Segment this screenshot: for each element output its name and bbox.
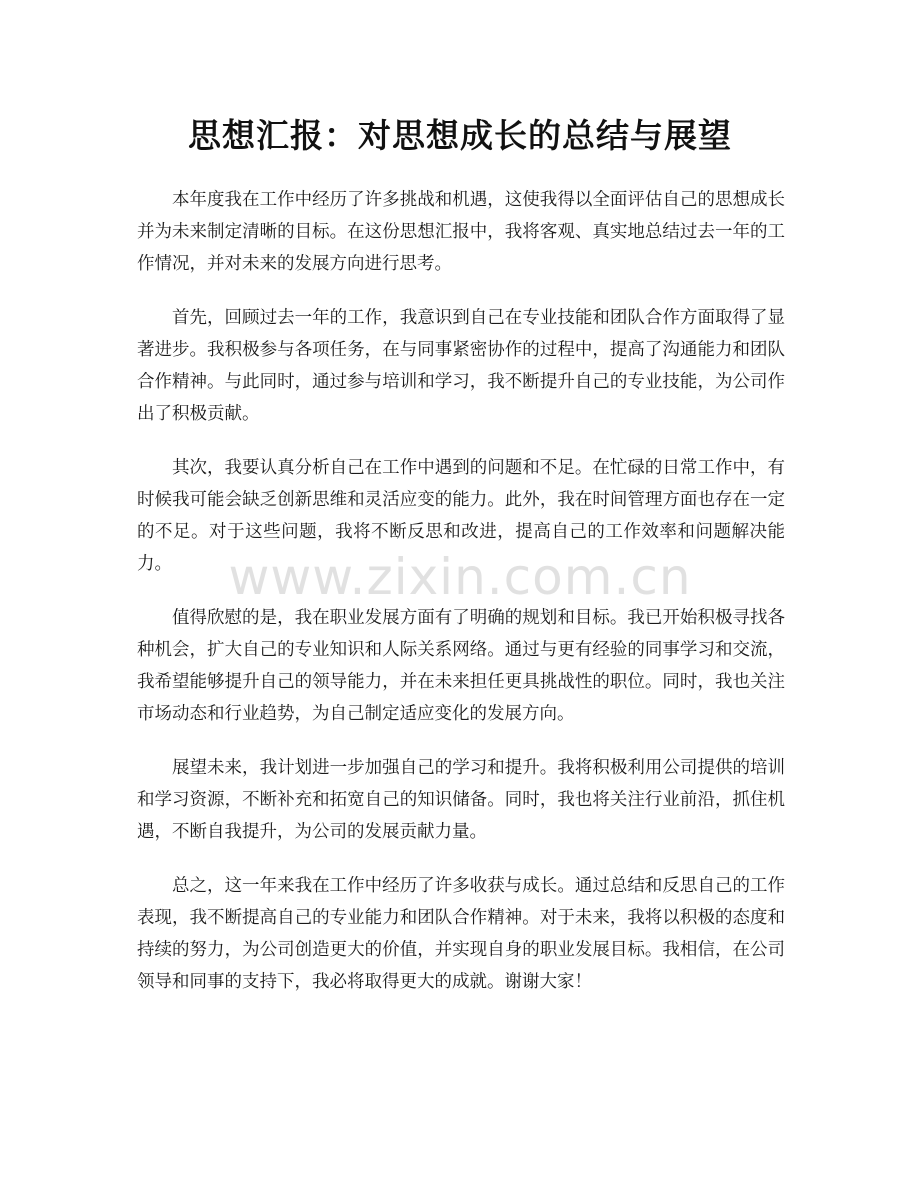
paragraph-4: 值得欣慰的是，我在职业发展方面有了明确的规划和目标。我已开始积极寻找各种机会，扩大自己的专业知识和人际关系网络。通过与更有经验的同事学习和交流，我希望能够提升自己的领导能力，并在未来担任更具挑战性的职位。同时，我也关注市场动态和行业趋势，为自己制定适应变化的发展方向。 (137, 608, 785, 724)
paragraph-2: 首先，回顾过去一年的工作，我意识到自己在专业技能和团队合作方面取得了显著进步。我积极参与各项任务，在与同事紧密协作的过程中，提高了沟通能力和团队合作精神。与此同时，通过参与培训和学习，我不断提升自己的专业技能，为公司作出了积极贡献。 (137, 308, 785, 424)
paragraph-6: 总之，这一年来我在工作中经历了许多收获与成长。通过总结和反思自己的工作表现，我不断提高自己的专业能力和团队合作精神。对于未来，我将以积极的态度和持续的努力，为公司创造更大的价值，并实现自身的职业发展目标。我相信，在公司领导和同事的支持下，我必将取得更大的成就。谢谢大家！ (137, 876, 785, 992)
document-body (137, 184, 785, 1020)
paragraph-1: 本年度我在工作中经历了许多挑战和机遇，这使我得以全面评估自己的思想成长并为未来制定清晰的目标。在这份思想汇报中，我将客观、真实地总结过去一年的工作情况，并对未来的发展方向进行思考。 (137, 190, 785, 274)
watermark-text: www.zixin.com.cn (228, 548, 692, 606)
document-title: 思想汇报：对思想成长的总结与展望 (188, 116, 732, 155)
paragraph-3: 其次，我要认真分析自己在工作中遇到的问题和不足。在忙碌的日常工作中，有时候我可能会缺乏创新思维和灵活应变的能力。此外，我在时间管理方面也存在一定的不足。对于这些问题，我将不断反思和改进，提高自己的工作效率和问题解决能力。 (137, 458, 785, 574)
paragraph-5: 展望未来，我计划进一步加强自己的学习和提升。我将积极利用公司提供的培训和学习资源，不断补充和拓宽自己的知识储备。同时，我也将关注行业前沿，抓住机遇，不断自我提升，为公司的发展贡献力量。 (137, 758, 785, 842)
